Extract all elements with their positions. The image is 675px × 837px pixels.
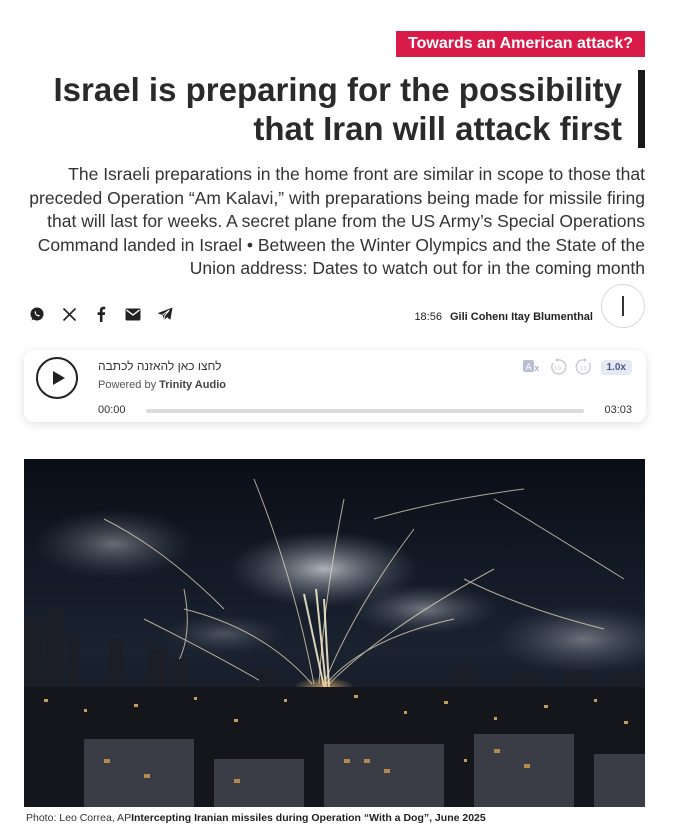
x-icon[interactable] (60, 305, 78, 323)
powered-by (98, 379, 226, 391)
svg-text:A: A (525, 363, 532, 373)
current-time: 00:00 (98, 404, 126, 416)
translate-icon[interactable] (523, 358, 541, 376)
play-button[interactable] (36, 357, 78, 399)
forward-10-icon[interactable] (575, 358, 593, 376)
author-avatar[interactable] (601, 284, 645, 328)
photo-caption (26, 812, 486, 824)
playback-speed-button[interactable]: 1.0x (601, 360, 632, 375)
player-controls (523, 358, 632, 376)
night-city-missile-interception-image (24, 459, 645, 807)
whatsapp-icon[interactable] (28, 305, 46, 323)
rewind-10-icon[interactable] (549, 358, 567, 376)
listen-prompt[interactable]: לחצו כאן להאזנה לכתבה (98, 359, 222, 373)
duration: 03:03 (604, 404, 632, 416)
svg-text:10: 10 (553, 366, 561, 372)
photo-credit: Photo: Leo Correa, AP (26, 812, 132, 824)
audio-player (24, 350, 646, 422)
play-icon (52, 370, 66, 386)
article-lead: The Israeli preparations in the home front are similar in scope to those that preceded Operation “Am Kalavi,” with preparations being made for missile firing that will last for weeks. A secret plane from the US Army’s Special Operations Command landed in Israel • Between the Winter Olympics and the State of the Union address: Dates to watch out for in the coming month (29, 164, 645, 278)
facebook-icon[interactable] (92, 305, 110, 323)
powered-brand[interactable]: Trinity Audio (159, 379, 226, 391)
powered-prefix: Powered by (98, 379, 157, 391)
telegram-icon[interactable] (156, 305, 174, 323)
progress-track[interactable] (146, 409, 584, 413)
headline-line-1: Israel is preparing for the possibility (53, 71, 622, 108)
headline-line-2: that Iran will attack first (253, 110, 622, 147)
svg-text:10: 10 (579, 366, 587, 372)
page-title (25, 70, 645, 148)
email-icon[interactable] (124, 305, 142, 323)
avatar-mark-icon (622, 296, 624, 316)
article-meta (414, 311, 593, 323)
share-bar (28, 305, 174, 323)
article-photo[interactable] (24, 459, 645, 807)
author-names[interactable]: Gili Cohenı Itay Blumenthal (449, 311, 593, 323)
svg-text:x: x (533, 364, 539, 374)
publish-time: 18:56 (414, 311, 442, 323)
section-tag[interactable]: Towards an American attack? (396, 31, 645, 57)
headline-block (25, 70, 645, 148)
caption-text: Intercepting Iranian missiles during Operation “With a Dog”, June 2025 (131, 812, 486, 824)
